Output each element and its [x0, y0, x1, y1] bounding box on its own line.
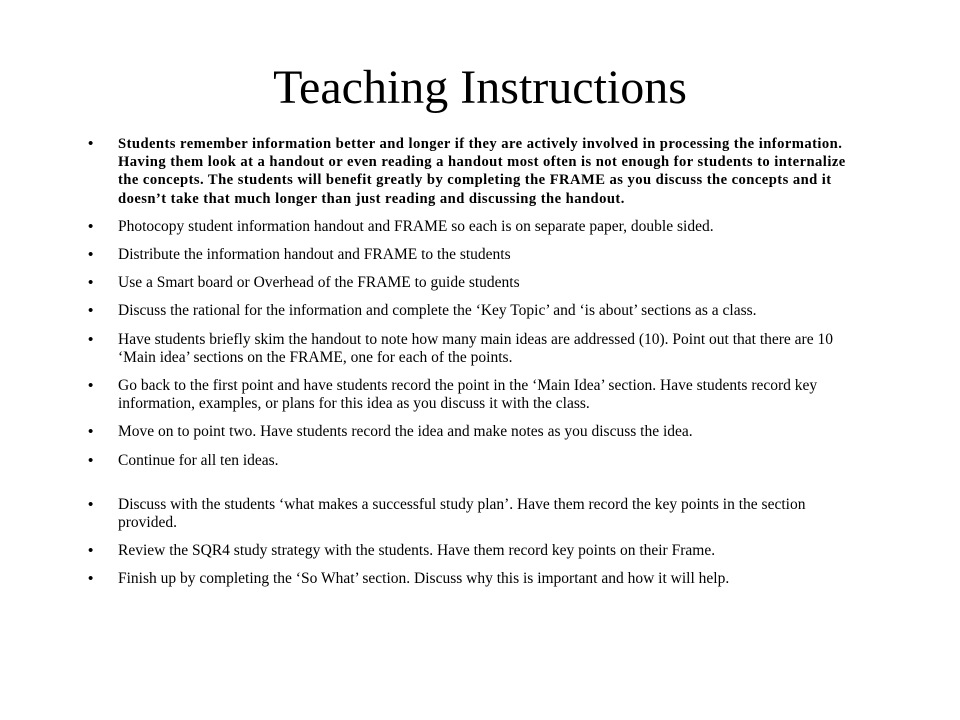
list-item	[0, 542, 850, 560]
list-item	[0, 377, 850, 413]
bullet-list	[0, 135, 960, 599]
list-item	[0, 423, 850, 441]
list-item-text: Students remember information better and longer if they are actively involved in processing the information. Having them look at a handout or even reading a handout most often is not enough for students to internalize the concepts. The students will benefit greatly by completing the FRAME as you discuss the concepts and it doesn’t take that much longer than just reading and discussing the handout.	[118, 136, 846, 207]
list-item-text: Review the SQR4 study strategy with the students. Have them record key points on their Frame.	[118, 542, 716, 560]
bullet-dot-icon: •	[88, 303, 94, 320]
list-item-text: Finish up by completing the ‘So What’ section. Discuss why this is important and how it will help.	[118, 570, 730, 588]
bullet-dot-icon: •	[88, 571, 94, 588]
list-item	[0, 274, 850, 292]
list-item	[0, 135, 850, 208]
bullet-dot-icon: •	[88, 496, 94, 513]
bullet-dot-icon: •	[88, 136, 94, 152]
bullet-dot-icon: •	[88, 378, 94, 395]
list-item	[0, 246, 850, 264]
list-item-text: Distribute the information handout and FRAME to the students	[118, 246, 511, 264]
list-item-text: Have students briefly skim the handout to note how many main ideas are addressed (10). Point out that there are 10 ‘Main idea’ sections on the FRAME, one for each of the points.	[118, 330, 833, 366]
bullet-dot-icon: •	[88, 543, 94, 560]
slide-title: Teaching Instructions	[273, 61, 687, 114]
bullet-dot-icon: •	[88, 218, 94, 235]
list-item	[0, 218, 850, 236]
list-item-text: Use a Smart board or Overhead of the FRAME to guide students	[118, 274, 520, 292]
list-item-text: Continue for all ten ideas.	[118, 451, 279, 469]
bullet-dot-icon: •	[88, 424, 94, 441]
bullet-dot-icon: •	[88, 247, 94, 264]
list-item	[0, 570, 850, 588]
list-item-text: Discuss with the students ‘what makes a successful study plan’. Have them record the key points in the section provided.	[118, 495, 806, 532]
bullet-dot-icon: •	[88, 331, 94, 348]
list-item	[0, 331, 850, 367]
list-item	[0, 302, 850, 320]
list-item	[0, 452, 850, 470]
list-item-text: Photocopy student information handout and FRAME so each is on separate paper, double sided.	[118, 217, 714, 235]
bullet-dot-icon: •	[88, 452, 94, 469]
list-item-text: Move on to point two. Have students record the idea and make notes as you discuss the idea.	[118, 423, 693, 441]
bullet-dot-icon: •	[88, 275, 94, 292]
list-item-text: Discuss the rational for the information and complete the ‘Key Topic’ and ‘is about’ sections as a class.	[118, 302, 757, 320]
list-item	[0, 496, 850, 532]
list-item-text: Go back to the first point and have students record the point in the ‘Main Idea’ section. Have students record key information, examples, or plans for this idea as you discuss it with the class.	[118, 377, 818, 413]
